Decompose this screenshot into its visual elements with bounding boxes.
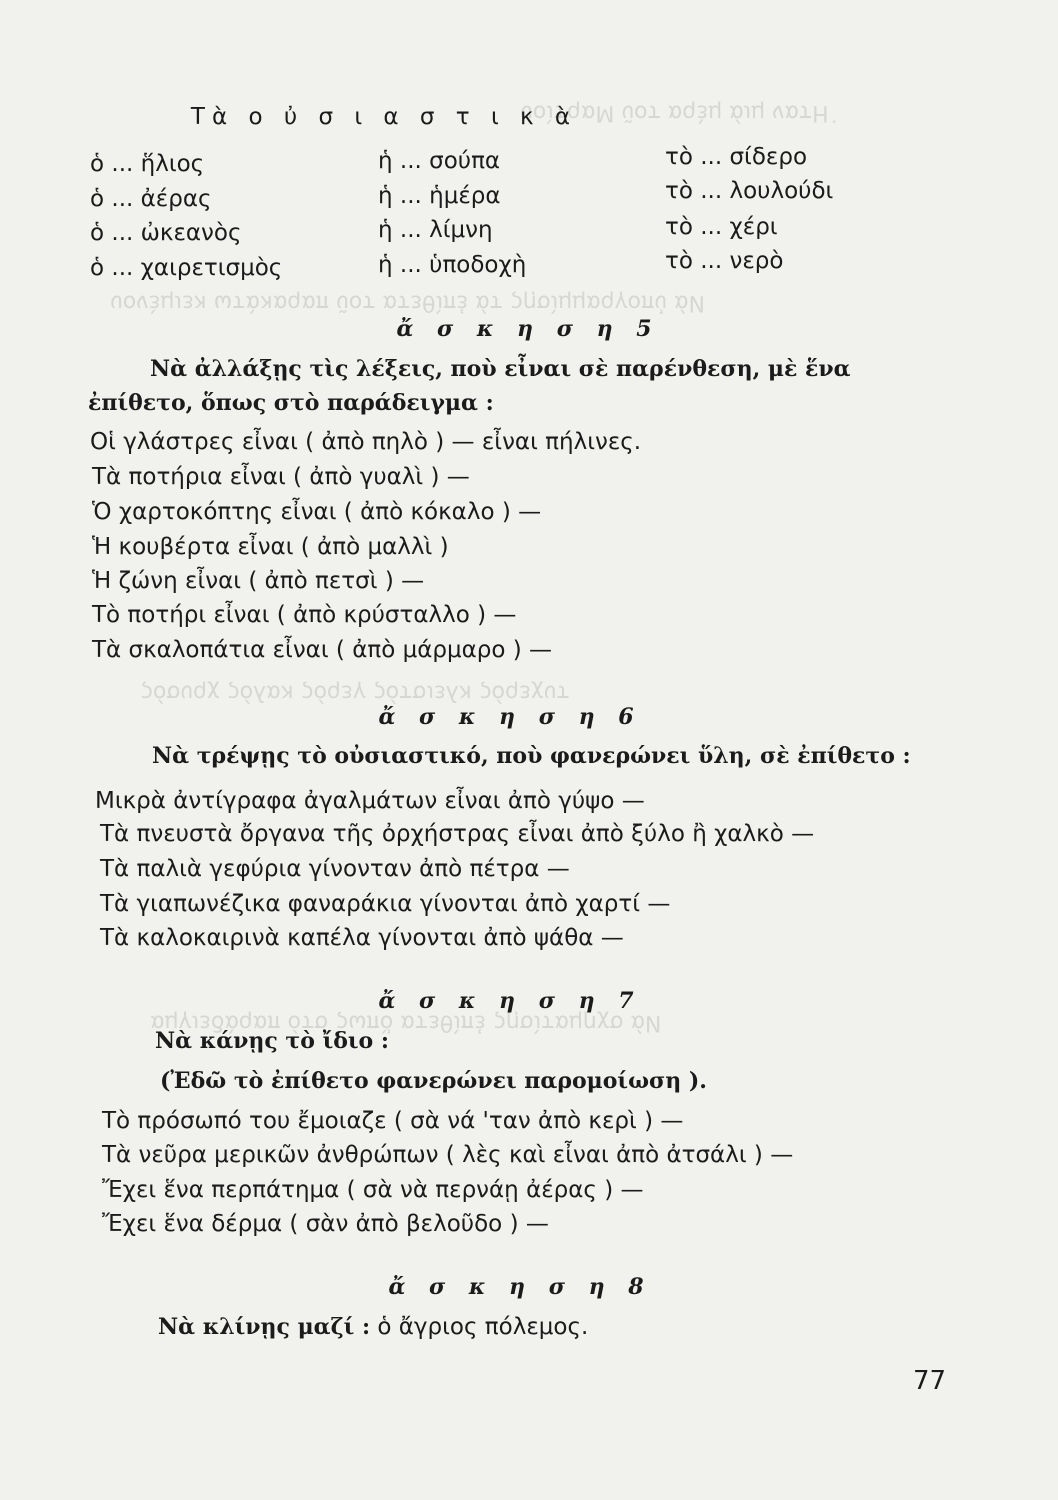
noun-cell: ὁ ... χαιρετισμὸς <box>90 255 283 281</box>
exercise-8-instruction-bold: Νὰ κλίνῃς μαζί : <box>158 1314 371 1340</box>
exercise-line: Μικρὰ ἀντίγραφα ἀγαλμάτων εἶναι ἀπὸ γύψο — <box>95 788 645 814</box>
exercise-line: Οἱ γλάστρες εἶναι ( ἀπὸ πηλὸ ) — εἶναι πήλινες. <box>90 429 642 455</box>
noun-cell: τὸ ... λουλούδι <box>665 178 834 204</box>
exercise-line: Ἡ κουβέρτα εἶναι ( ἀπὸ μαλλὶ ) <box>92 534 449 560</box>
exercise-line: Ἡ ζώνη εἶναι ( ἀπὸ πετσὶ ) — <box>92 568 425 594</box>
page-number: 77 <box>913 1366 947 1396</box>
exercise-8-instruction-text: ὁ ἄγριος πόλεμος. <box>370 1314 589 1340</box>
bleed-through-text: Νὰ ὑπογραμμίσῃς τὰ ἐπίθετα τοῦ παρακάτω κειμένου <box>110 290 705 315</box>
exercise-line: Ἔχει ἕνα περπάτημα ( σὰ νὰ περνάῃ ἀέρας ) — <box>102 1177 644 1203</box>
exercise-line: Ὁ χαρτοκόπτης εἶναι ( ἀπὸ κόκαλο ) — <box>92 499 542 525</box>
bleed-through-text: τυχερὸς κλειστὸς γερὸς καλὸς χρυσὸς <box>140 680 570 705</box>
exercise-5-title: ἄ σ κ η σ η 5 <box>396 316 660 342</box>
exercise-7-title: ἄ σ κ η σ η 7 <box>378 988 642 1014</box>
exercise-5-instruction: Νὰ ἀλλάξῃς τὶς λέξεις, ποὺ εἶναι σὲ παρένθεση, μὲ ἕνα <box>150 356 851 382</box>
exercise-8-title: ἄ σ κ η σ η 8 <box>388 1274 652 1300</box>
noun-cell: ἡ ... ἡμέρα <box>378 183 501 209</box>
exercise-8-instruction <box>158 1316 588 1339</box>
exercise-line: Τὰ σκαλοπάτια εἶναι ( ἀπὸ μάρμαρο ) — <box>92 637 553 663</box>
bleed-through-text: ˙Ηταν μιὰ μέρα τοῦ Μαρτίου <box>520 100 840 125</box>
noun-cell: τὸ ... χέρι <box>665 214 778 240</box>
exercise-line: Τὰ καλοκαιρινὰ καπέλα γίνονται ἀπὸ ψάθα — <box>100 925 624 951</box>
noun-cell: ὁ ... ἥλιος <box>90 151 205 177</box>
noun-cell: ὁ ... ἀέρας <box>90 186 212 212</box>
exercise-line: Ἔχει ἕνα δέρμα ( σὰν ἀπὸ βελοῦδο ) — <box>102 1211 549 1237</box>
exercise-line: Τὰ παλιὰ γεφύρια γίνονταν ἀπὸ πέτρα — <box>100 856 570 882</box>
noun-cell: τὸ ... νερὸ <box>665 248 784 274</box>
bleed-through-text: Νὰ σχηματίσῃς ἐπίθετα ὅπως στὸ παράδειγμα <box>150 1010 662 1035</box>
exercise-6-title: ἄ σ κ η σ η 6 <box>378 704 642 730</box>
page-heading: Τὰ ο ὐ σ ι α σ τ ι κ ὰ <box>190 104 578 130</box>
noun-cell: ἡ ... σούπα <box>378 148 501 174</box>
noun-cell: ὁ ... ὠκεανὸς <box>90 220 242 246</box>
exercise-7-instruction: (Ἐδῶ τὸ ἐπίθετο φανερώνει παρομοίωση ). <box>160 1068 707 1094</box>
exercise-line: Τὰ ποτήρια εἶναι ( ἀπὸ γυαλὶ ) — <box>92 464 470 490</box>
exercise-line: Τὸ ποτήρι εἶναι ( ἀπὸ κρύσταλλο ) — <box>92 602 517 628</box>
exercise-line: Τὰ πνευστὰ ὄργανα τῆς ὀρχήστρας εἶναι ἀπὸ ξύλο ἢ χαλκὸ — <box>100 821 815 847</box>
exercise-7-instruction: Νὰ κάνῃς τὸ ἴδιο : <box>155 1028 389 1054</box>
exercise-line: Τὰ νεῦρα μερικῶν ἀνθρώπων ( λὲς καὶ εἶναι ἀπὸ ἀτσάλι ) — <box>102 1142 794 1168</box>
noun-cell: ἡ ... λίμνη <box>378 217 493 243</box>
exercise-6-instruction: Νὰ τρέψῃς τὸ οὐσιαστικό, ποὺ φανερώνει ὕλη, σὲ ἐπίθετο : <box>152 743 911 769</box>
exercise-5-instruction: ἐπίθετο, ὅπως στὸ παράδειγμα : <box>88 390 494 416</box>
exercise-line: Τὸ πρόσωπό του ἔμοιαζε ( σὰ νά 'ταν ἀπὸ κερὶ ) — <box>102 1108 684 1134</box>
noun-cell: ἡ ... ὑποδοχὴ <box>378 252 527 278</box>
exercise-line: Τὰ γιαπωνέζικα φαναράκια γίνονται ἀπὸ χαρτί — <box>100 891 671 917</box>
noun-cell: τὸ ... σίδερο <box>665 144 808 170</box>
